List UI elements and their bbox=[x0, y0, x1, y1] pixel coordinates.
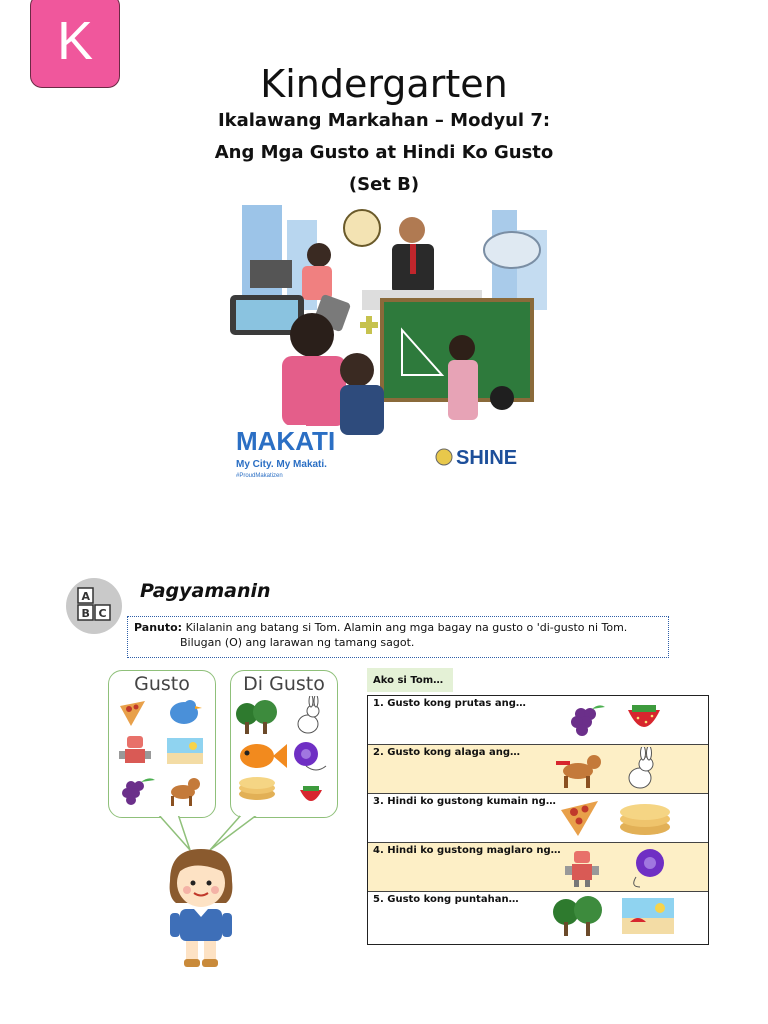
strawberry-icon[interactable] bbox=[624, 700, 664, 740]
row-label: 3. Hindi ko gustong kumain ng… bbox=[373, 796, 556, 807]
makati-hashtag: #ProudMakatizen bbox=[236, 473, 283, 479]
cover-art bbox=[212, 200, 552, 480]
makati-tagline: My City. My Makati. bbox=[236, 459, 327, 470]
strawberry-icon bbox=[297, 782, 325, 810]
makati-logo-text: MAKATI bbox=[236, 426, 336, 456]
fish-icon bbox=[235, 740, 287, 772]
instruction-line2: Bilugan (O) ang larawan ng tamang sagot. bbox=[180, 636, 415, 649]
pancake-icon[interactable] bbox=[618, 802, 672, 838]
table-row bbox=[368, 745, 708, 794]
bird-icon bbox=[165, 695, 203, 729]
tom-boy-illustration bbox=[162, 845, 240, 973]
row-label: 4. Hindi ko gustong maglaro ng… bbox=[373, 845, 561, 856]
pizza-icon bbox=[117, 698, 147, 728]
robot-icon[interactable] bbox=[562, 847, 602, 889]
dog-icon bbox=[163, 772, 203, 808]
yoyo-icon[interactable] bbox=[626, 847, 672, 889]
pancake-icon bbox=[237, 776, 277, 802]
ako-label: Ako si Tom… bbox=[367, 668, 453, 692]
beach-icon bbox=[167, 738, 203, 764]
dog-icon[interactable] bbox=[554, 749, 606, 791]
table-row bbox=[368, 696, 708, 745]
dislikes-label: Di Gusto bbox=[243, 673, 325, 695]
trees-icon[interactable] bbox=[552, 896, 604, 938]
grapes-icon[interactable] bbox=[566, 700, 606, 740]
page-title: Kindergarten bbox=[260, 62, 508, 106]
table-row bbox=[368, 843, 708, 892]
section-title: Pagyamanin bbox=[140, 580, 271, 602]
svg-text:C: C bbox=[98, 607, 107, 620]
instruction-box bbox=[127, 616, 669, 658]
instruction-label: Panuto: bbox=[134, 621, 183, 634]
svg-text:A: A bbox=[81, 590, 91, 603]
yoyo-icon bbox=[288, 740, 328, 774]
shine-logo-text: SHINE bbox=[456, 447, 518, 469]
table-row bbox=[368, 794, 708, 843]
row-label: 1. Gusto kong prutas ang… bbox=[373, 698, 526, 709]
subtitle-quarter: Ikalawang Markahan – Modyul 7: bbox=[217, 110, 551, 131]
pizza-icon[interactable] bbox=[558, 798, 602, 838]
cover-illustration bbox=[212, 200, 552, 480]
instruction-line1: Kilalanin ang batang si Tom. Alamin ang mga bagay na gusto o 'di-gusto ni Tom. bbox=[185, 621, 628, 634]
grapes-icon bbox=[117, 772, 157, 810]
rabbit-icon[interactable] bbox=[622, 747, 658, 791]
subtitle-module: Ang Mga Gusto at Hindi Ko Gusto bbox=[214, 142, 554, 163]
subtitle-set: (Set B) bbox=[348, 174, 420, 195]
questions-table bbox=[367, 695, 709, 945]
likes-label: Gusto bbox=[134, 673, 190, 695]
beach-icon[interactable] bbox=[622, 898, 674, 934]
robot-icon bbox=[117, 732, 153, 768]
row-label: 2. Gusto kong alaga ang… bbox=[373, 747, 520, 758]
badge-letter: K bbox=[56, 11, 94, 71]
table-row bbox=[368, 892, 708, 941]
rabbit-icon bbox=[291, 696, 325, 736]
svg-text:B: B bbox=[81, 607, 90, 620]
trees-icon bbox=[235, 700, 281, 734]
abc-blocks-icon bbox=[66, 578, 122, 634]
row-label: 5. Gusto kong puntahan… bbox=[373, 894, 519, 905]
